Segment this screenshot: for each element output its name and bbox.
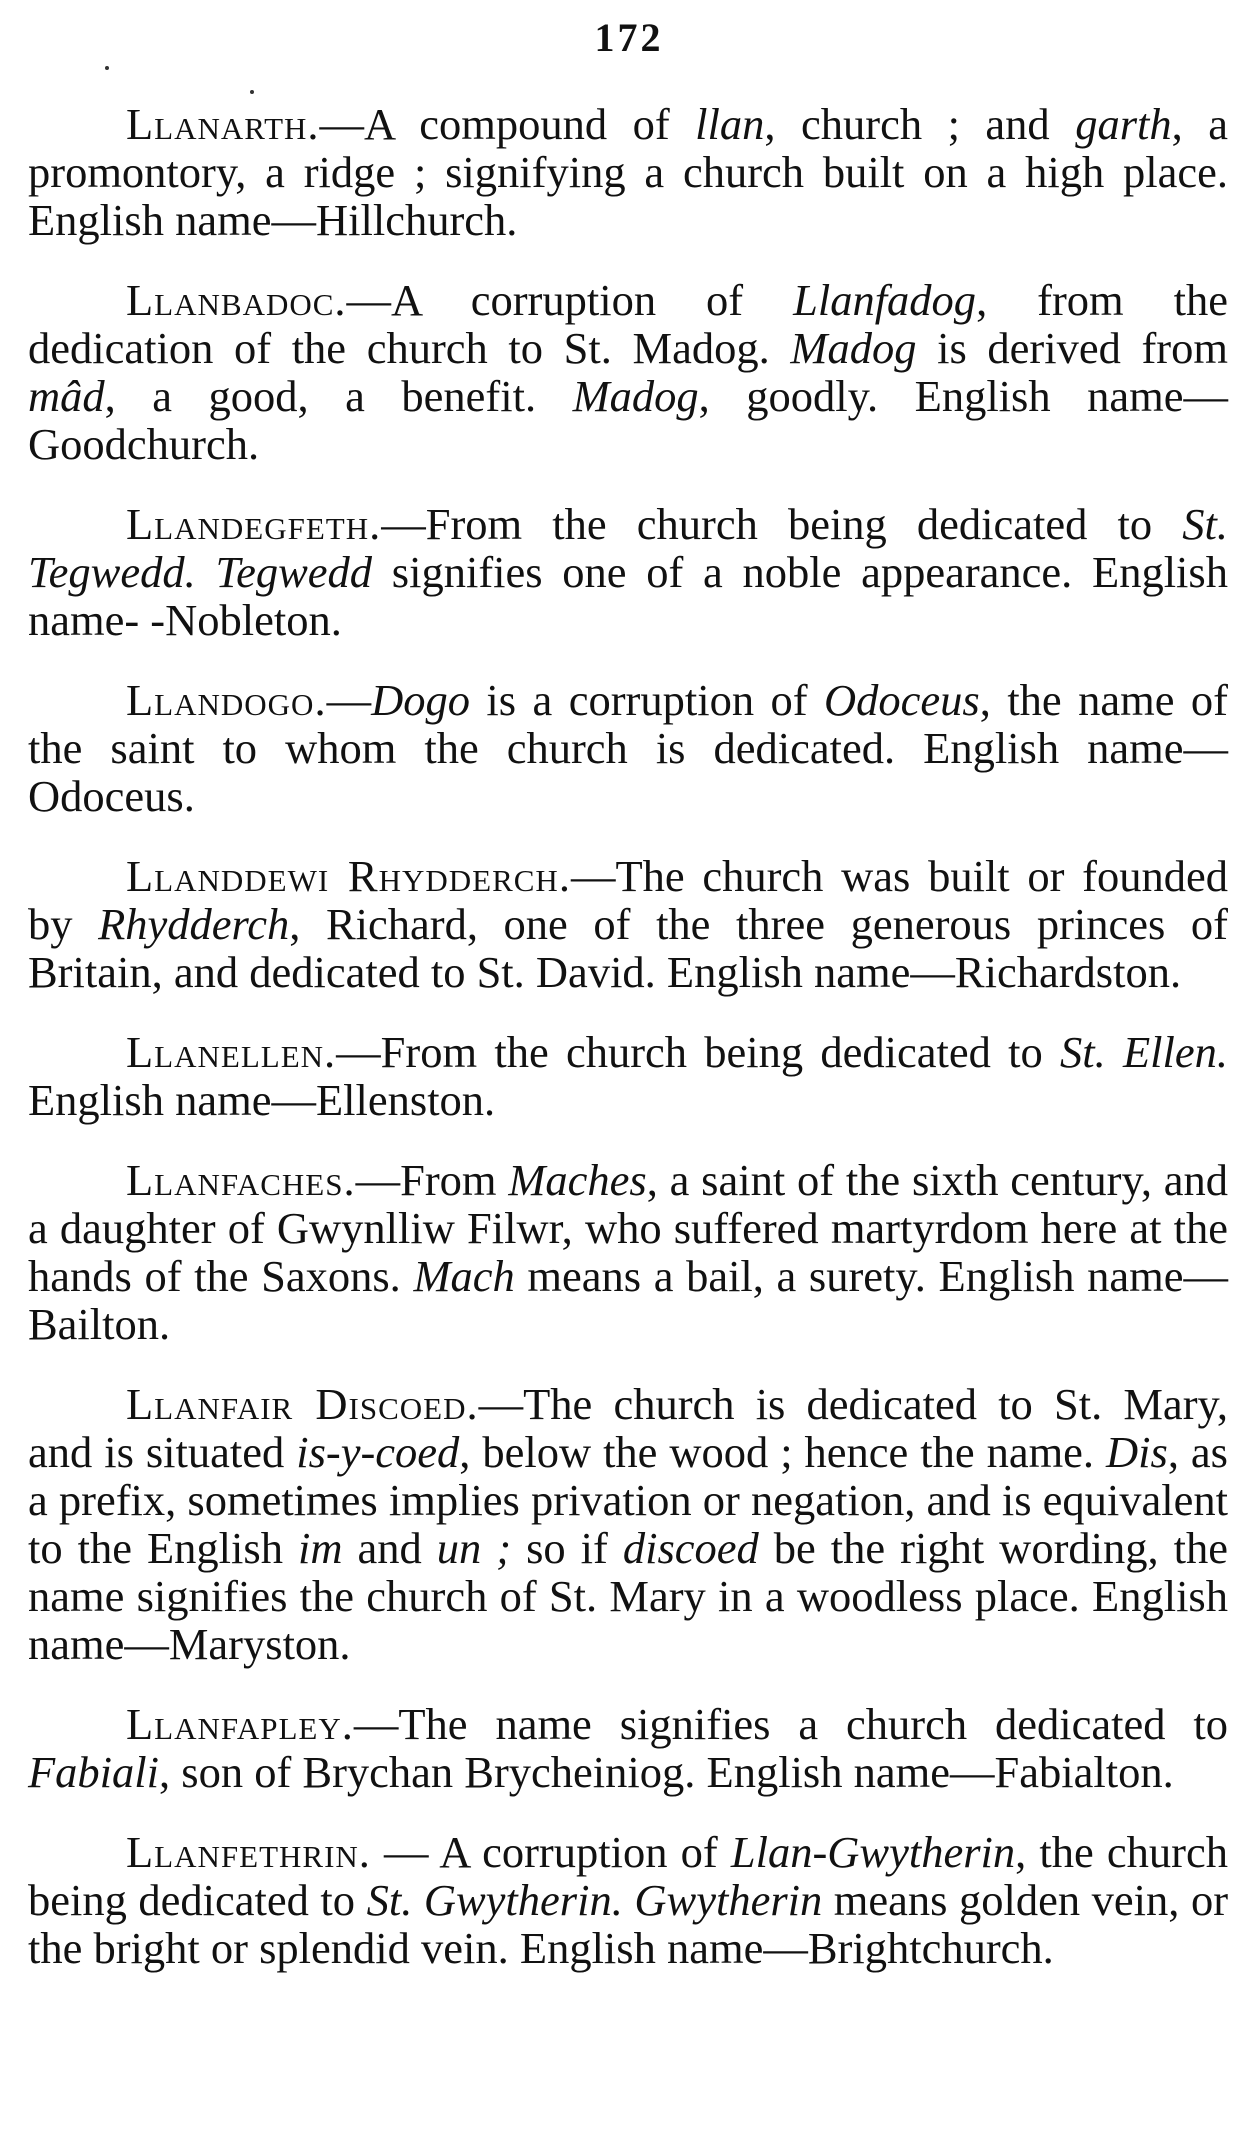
entry-text: English name—Ellenston.: [28, 1075, 496, 1125]
headword: Llanddewi Rhydderch.: [126, 851, 571, 901]
headword: Llanellen.: [126, 1027, 337, 1077]
dictionary-entries: [28, 100, 1228, 2004]
entry-italic: Llan-Gwytherin: [730, 1827, 1016, 1877]
entry-text: , below the wood ; hence the name.: [459, 1427, 1107, 1477]
entry-text: , Richard, one of the three generous princes of Britain, and dedicated to St. David. English name—Richardston.: [28, 899, 1228, 997]
entry-text: —: [326, 675, 372, 725]
entry-italic: Dogo: [371, 675, 470, 725]
entry-italic: Gwytherin: [634, 1875, 823, 1925]
entry-text: , the church being dedicated to: [28, 1827, 1228, 1925]
entry-llanfaches: [28, 1156, 1228, 1348]
entry-text: — A corruption of: [370, 1827, 731, 1877]
headword: Llanfapley.: [126, 1699, 354, 1749]
entry-italic: is-y-coed: [296, 1427, 460, 1477]
page-number: 172: [594, 15, 664, 60]
entry-text: , goodly. English name—Goodchurch.: [28, 371, 1228, 469]
entry-italic: un ;: [436, 1523, 512, 1573]
headword: Llanbadoc.: [126, 275, 347, 325]
entry-llandegfeth: [28, 500, 1228, 644]
entry-text: , the name of the saint to whom the church is dedicated. English name—Odoceus.: [28, 675, 1228, 821]
headword: Llanarth.: [126, 99, 320, 149]
entry-italic: llan: [695, 99, 765, 149]
entry-italic: Fabiali: [28, 1747, 160, 1797]
entry-italic: mâd: [28, 371, 105, 421]
entry-llanfethrin: [28, 1828, 1228, 1972]
entry-text: , church ; and: [764, 99, 1076, 149]
entry-text: —A corruption of: [346, 275, 794, 325]
entry-text: means golden vein, or the bright or splendid vein. English name—Brightchurch.: [28, 1875, 1229, 1973]
headword: Llandogo.: [126, 675, 327, 725]
entry-italic: im: [297, 1523, 343, 1573]
headword: Llanfethrin.: [126, 1827, 371, 1877]
entry-italic: Dis: [1106, 1427, 1168, 1477]
entry-text: , from the dedication of the church to St. Madog.: [28, 275, 1228, 373]
entry-text: [623, 1875, 635, 1925]
print-speck: [105, 66, 109, 70]
entry-text: —From the church being dedicated to: [336, 1027, 1060, 1077]
entry-text: so if: [511, 1523, 623, 1573]
entry-text: , a saint of the sixth century, and a daughter of Gwynlliw Filwr, who suffered martyrdom here at the hands of the Saxons.: [28, 1155, 1228, 1301]
entry-italic: St. Tegwedd.: [28, 499, 1228, 597]
entry-text: signifies one of a noble appearance. English name- -Nobleton.: [28, 547, 1228, 645]
entry-llanfair-discoed: [28, 1380, 1228, 1668]
entry-italic: Madog: [790, 323, 917, 373]
entry-text: [196, 547, 216, 597]
entry-text: —From: [355, 1155, 509, 1205]
entry-text: —A compound of: [319, 99, 696, 149]
entry-text: —The church was built or founded by: [28, 851, 1228, 949]
entry-text: means a bail, a surety. English name—Bailton.: [28, 1251, 1228, 1349]
entry-llanfapley: [28, 1700, 1228, 1796]
entry-text: be the right wording, the name signifies the church of St. Mary in a woodless place. English name—Maryston.: [28, 1523, 1228, 1669]
entry-text: —The church is dedicated to St. Mary, and is situated: [28, 1379, 1228, 1477]
entry-llanellen: [28, 1028, 1228, 1124]
entry-text: —The name signifies a church dedicated to: [353, 1699, 1228, 1749]
entry-llanddewi-rhydderch: [28, 852, 1228, 996]
entry-text: and: [342, 1523, 437, 1573]
entry-text: , as a prefix, sometimes implies privation or negation, and is equivalent to the English: [28, 1427, 1228, 1573]
entry-italic: Madog: [572, 371, 699, 421]
entry-italic: Tegwedd: [215, 547, 373, 597]
entry-llanbadoc: [28, 276, 1228, 468]
entry-llanarth: [28, 100, 1228, 244]
entry-italic: Llanfadog: [793, 275, 977, 325]
entry-italic: garth: [1075, 99, 1172, 149]
entry-italic: Mach: [413, 1251, 515, 1301]
entry-text: , son of Brychan Brycheiniog. English name—Fabialton.: [159, 1747, 1174, 1797]
entry-italic: St. Ellen.: [1059, 1027, 1229, 1077]
entry-italic: discoed: [622, 1523, 759, 1573]
entry-italic: St. Gwytherin.: [366, 1875, 623, 1925]
entry-text: , a good, a benefit.: [104, 371, 573, 421]
entry-text: —From the church being dedicated to: [381, 499, 1183, 549]
entry-text: is derived from: [916, 323, 1228, 373]
headword: Llanfaches.: [126, 1155, 356, 1205]
entry-italic: Maches: [508, 1155, 647, 1205]
entry-llandogo: [28, 676, 1228, 820]
headword: Llandegfeth.: [126, 499, 382, 549]
entry-italic: Rhydderch: [98, 899, 290, 949]
print-speck: [250, 90, 254, 94]
headword: Llanfair Discoed.: [126, 1379, 479, 1429]
entry-italic: Odoceus: [824, 675, 980, 725]
entry-text: , a promontory, a ridge ; signifying a church built on a high place. English name—Hillchurch.: [28, 99, 1228, 245]
entry-text: is a corruption of: [469, 675, 825, 725]
